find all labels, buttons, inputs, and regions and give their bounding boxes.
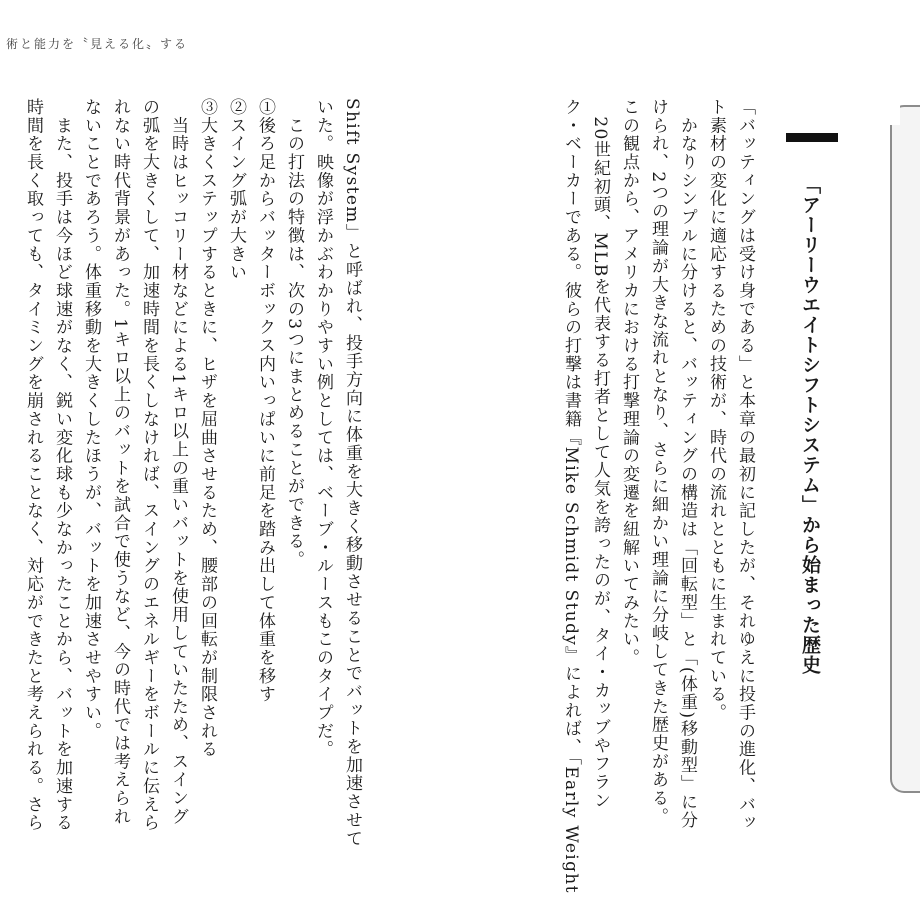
body-line: れない時代背景があった。1キロ以上のバットを試合で使うなど、今の時代では考えられ: [110, 98, 130, 826]
body-line: ないことであろう。体重移動を大きくしたほうが、バットを加速させやすい。: [81, 98, 101, 741]
body-line: ク・ベーカーである。彼らの打撃は書籍『Mike Schmidt Study』によれば、「Early Weight: [561, 98, 581, 894]
list-item: ②スイング弧が大きい: [226, 98, 246, 282]
body-line: かなりシンプルに分けると、バッティングの構造は「回転型」と「(体重)移動型」に分: [677, 98, 697, 830]
body-line: いた。映像が浮かぶわかりやすい例としては、ベーブ・ルースもこのタイプだ。: [313, 98, 333, 759]
body-line: の弧を大きくして、加速時間を長くしなければ、スイングのエネルギーをボールに伝えら: [139, 98, 159, 832]
list-item: ③大きくステップするときに、ヒザを屈曲させるため、腰部の回転が制限される: [197, 98, 217, 759]
body-line: 時間を長く取っても、タイミングを崩されることなく、対応ができたと考えられる。さら: [23, 98, 43, 832]
chapter-tab: [890, 105, 920, 793]
body-line: Shift System」と呼ばれ、投手方向に体重を大きく移動させることでバットを加速させて: [342, 98, 362, 848]
body-line: この観点から、アメリカにおける打撃理論の変遷を紐解いてみたい。: [619, 98, 639, 667]
body-line: 20世紀初頭、MLBを代表する打者として人気を誇ったのが、タイ・カッブやフラン: [590, 98, 610, 810]
body-line: 当時はヒッコリー材などによる1キロ以上の重いバットを使用していたため、スイング: [168, 98, 188, 826]
list-item: ①後ろ足からバッターボックス内いっぱいに前足を踏み出して体重を移す: [255, 98, 275, 704]
body-line: けられ、2つの理論が大きな流れとなり、さらに細かい理論に分岐してきた歴史がある。: [648, 98, 668, 826]
heading-rule: [786, 133, 838, 142]
chapter-tab-notch: [888, 105, 900, 125]
body-line: また、投手は今ほど球速がなく、鋭い変化球も少なかったことから、バットを加速する: [52, 98, 72, 832]
body-line: 「バッティングは受け身である」と本章の最初に記したが、それゆえに投手の進化、バッ: [735, 98, 755, 832]
section-heading: 「アーリーウエイトシフトシステム」から始まった歴史: [799, 175, 821, 675]
body-line: この打法の特徴は、次の3つにまとめることができる。: [284, 98, 304, 569]
body-line: ト素材の変化に適応するための技術が、時代の流れとともに生まれている。: [706, 98, 726, 722]
running-header: 術と能力を〝見える化〟する: [6, 37, 189, 51]
